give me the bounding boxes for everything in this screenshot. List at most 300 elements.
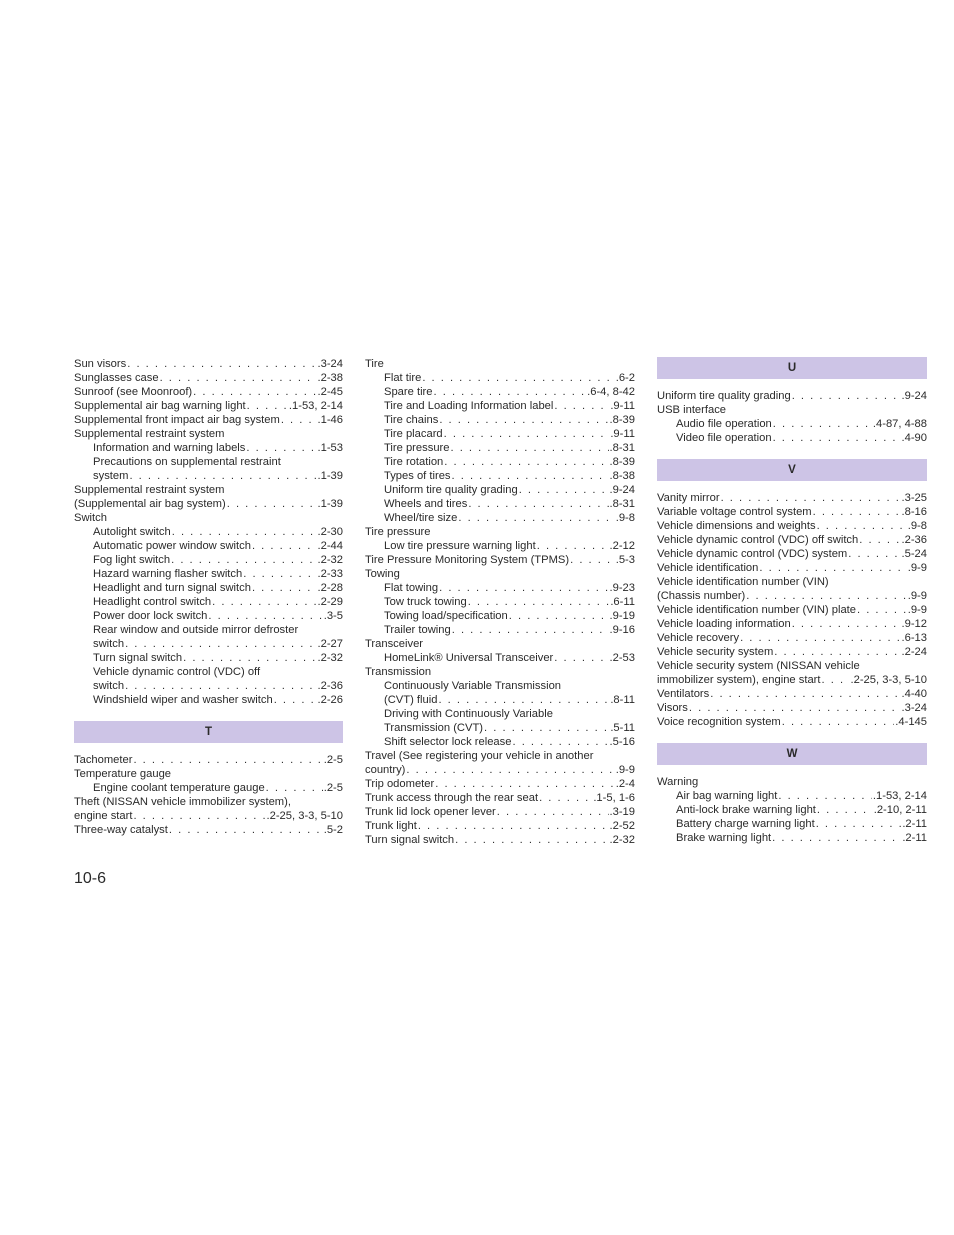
index-subentry [74, 441, 343, 455]
section-header-u: U [657, 357, 927, 379]
dot-leader [452, 623, 609, 637]
entry-term: Turn signal switch [93, 652, 183, 664]
index-entry [657, 631, 927, 645]
entry-page-ref: .8-31 [609, 442, 635, 454]
index-entry [657, 533, 927, 547]
dot-leader [554, 651, 608, 665]
entry-page-ref: .9-8 [907, 520, 927, 532]
entry-page-ref: .2-36 [317, 680, 343, 692]
index-subentry [74, 553, 343, 567]
entry-page-ref: .1-46 [317, 414, 343, 426]
entry-term: Tire placard [384, 428, 443, 440]
index-entry [74, 413, 343, 427]
entry-term: Vehicle identification [657, 562, 759, 574]
dot-leader [193, 385, 316, 399]
entry-term: Engine coolant temperature gauge [93, 782, 265, 794]
dot-leader [848, 547, 900, 561]
index-entry [365, 763, 635, 777]
index-entry [365, 357, 635, 371]
entry-term: Visors [657, 702, 688, 714]
dot-leader [822, 673, 850, 687]
dot-leader [422, 371, 614, 385]
dot-leader [418, 819, 609, 833]
index-entry [74, 483, 343, 497]
entry-page-ref: .3-24 [317, 358, 343, 370]
index-subentry [657, 817, 927, 831]
entry-term: Fog light switch [93, 554, 171, 566]
entry-term: Precautions on supplemental restraint [93, 456, 281, 468]
dot-leader [246, 441, 316, 455]
dot-leader [451, 441, 609, 455]
entry-term: Voice recognition system [657, 716, 781, 728]
index-subentry [365, 511, 635, 525]
entry-page-ref: .6-2 [615, 372, 635, 384]
index-entry [365, 567, 635, 581]
entry-page-ref: .2-11 [902, 818, 927, 830]
index-entry [74, 753, 343, 767]
entry-page-ref: .6-13 [901, 632, 927, 644]
entry-term: Trunk lid lock opener lever [365, 806, 496, 818]
entry-page-ref: .9-23 [609, 582, 635, 594]
entry-page-ref: .1-53, 2-14 [288, 400, 343, 412]
index-subentry [365, 413, 635, 427]
dot-leader [721, 491, 901, 505]
entry-page-ref: .2-52 [609, 820, 635, 832]
index-subentry [74, 455, 343, 469]
entry-term: Uniform tire quality grading [657, 390, 791, 402]
dot-leader [435, 777, 614, 791]
index-subentry [365, 651, 635, 665]
entry-term: Ventilators [657, 688, 710, 700]
dot-leader [444, 427, 610, 441]
entry-page-ref: .2-36 [901, 534, 927, 546]
entry-term: Trunk access through the rear seat [365, 792, 539, 804]
entry-term: Tow truck towing [384, 596, 467, 608]
index-subentry [365, 371, 635, 385]
entry-page-ref: .9-24 [609, 484, 635, 496]
dot-leader [468, 595, 610, 609]
index-entry [365, 525, 635, 539]
index-entry [657, 575, 927, 589]
index-subentry [365, 399, 635, 413]
entry-page-ref: .2-32 [609, 834, 635, 846]
entry-term: Three-way catalyst [74, 824, 168, 836]
entry-term: Uniform tire quality grading [384, 484, 518, 496]
entry-page-ref: .9-9 [615, 764, 635, 776]
entry-page-ref: .2-32 [317, 652, 343, 664]
dot-leader [509, 609, 609, 623]
entry-page-ref: .2-5 [323, 782, 343, 794]
index-subentry [365, 441, 635, 455]
entry-term: Vehicle identification number (VIN) [657, 576, 829, 588]
dot-leader [774, 645, 900, 659]
index-entry [74, 767, 343, 781]
entry-term: Continuously Variable Transmission [384, 680, 562, 692]
dot-leader [439, 413, 608, 427]
dot-leader [813, 505, 901, 519]
entry-term: Flat towing [384, 582, 439, 594]
entry-page-ref: .9-11 [610, 428, 635, 440]
index-entry [657, 645, 927, 659]
index-subentry [74, 595, 343, 609]
entry-page-ref: .3-24 [901, 702, 927, 714]
index-entry [657, 491, 927, 505]
index-subentry [74, 693, 343, 707]
entry-page-ref: .1-39 [317, 470, 343, 482]
entry-term: Rear window and outside mirror defroster [93, 624, 299, 636]
entry-term: Information and warning labels [93, 442, 246, 454]
index-subentry [657, 831, 927, 845]
index-subentry [365, 497, 635, 511]
index-entry [657, 659, 927, 673]
entry-term: Variable voltage control system [657, 506, 812, 518]
entry-term: USB interface [657, 404, 727, 416]
entry-page-ref: .9-11 [610, 400, 635, 412]
index-subentry [365, 679, 635, 693]
dot-leader [512, 735, 608, 749]
dot-leader [438, 693, 609, 707]
entry-term: Warning [657, 776, 699, 788]
entry-page-ref: .3-19 [609, 806, 635, 818]
dot-leader [570, 553, 615, 567]
dot-leader [160, 371, 317, 385]
entry-term: Supplemental front impact air bag system [74, 414, 280, 426]
dot-leader [247, 399, 288, 413]
dot-leader [183, 651, 316, 665]
entry-term: Spare tire [384, 386, 433, 398]
index-subentry [657, 789, 927, 803]
dot-leader [227, 497, 317, 511]
entry-term: Anti-lock brake warning light [676, 804, 816, 816]
entry-page-ref: .2-29 [317, 596, 343, 608]
index-entry [74, 371, 343, 385]
entry-term: (CVT) fluid [384, 694, 438, 706]
entry-term: Tire pressure [384, 442, 450, 454]
entry-page-ref: .2-4 [615, 778, 635, 790]
entry-term: Wheels and tires [384, 498, 468, 510]
entry-term: HomeLink® Universal Transceiver [384, 652, 554, 664]
index-entry [74, 795, 343, 809]
section-header-v: V [657, 459, 927, 481]
index-entry [74, 511, 343, 525]
index-subentry [74, 567, 343, 581]
entry-page-ref: .2-53 [609, 652, 635, 664]
index-subentry [365, 581, 635, 595]
entry-page-ref: .2-30 [317, 526, 343, 538]
entry-page-ref: .2-25, 3-3, 5-10 [850, 674, 927, 686]
dot-leader [243, 567, 316, 581]
dot-leader [133, 809, 265, 823]
entry-page-ref: .8-38 [609, 470, 635, 482]
entry-term: Switch [74, 512, 107, 524]
index-entry [74, 357, 343, 371]
index-subentry [74, 623, 343, 637]
entry-page-ref: .6-4, 8-42 [587, 386, 635, 398]
index-entry [365, 637, 635, 651]
dot-leader [171, 553, 316, 567]
index-entry [657, 561, 927, 575]
entry-term: Tire rotation [384, 456, 444, 468]
dot-leader [127, 357, 316, 371]
dot-leader [458, 511, 614, 525]
index-subentry [365, 623, 635, 637]
dot-leader [539, 791, 592, 805]
entry-page-ref: .8-16 [901, 506, 927, 518]
index-entry [657, 603, 927, 617]
entry-page-ref: .5-24 [901, 548, 927, 560]
entry-page-ref: .8-39 [609, 456, 635, 468]
dot-leader [125, 679, 316, 693]
index-subentry [657, 803, 927, 817]
entry-term: Tire and Loading Information label [384, 400, 554, 412]
index-entry [365, 665, 635, 679]
index-entry [365, 777, 635, 791]
dot-leader [778, 789, 872, 803]
entry-term: Audio file operation [676, 418, 772, 430]
index-entry [657, 403, 927, 417]
entry-term: Transceiver [365, 638, 424, 650]
entry-term: Tire pressure [365, 526, 431, 538]
entry-term: Autolight switch [93, 526, 171, 538]
index-entry [365, 553, 635, 567]
entry-term: Air bag warning light [676, 790, 778, 802]
index-subentry [74, 679, 343, 693]
entry-page-ref: .2-12 [609, 540, 635, 552]
entry-page-ref: .8-11 [610, 694, 635, 706]
page-number: 10-6 [74, 870, 107, 887]
entry-page-ref: .9-8 [615, 512, 635, 524]
index-entry [657, 589, 927, 603]
dot-leader [554, 399, 609, 413]
index-entry [657, 505, 927, 519]
entry-page-ref: .2-24 [901, 646, 927, 658]
index-entry [74, 385, 343, 399]
index-subentry [365, 595, 635, 609]
entry-term: immobilizer system), engine start [657, 674, 821, 686]
index-subentry [365, 707, 635, 721]
dot-leader [519, 483, 609, 497]
index-subentry [74, 651, 343, 665]
dot-leader [125, 637, 316, 651]
entry-term: Types of tires [384, 470, 451, 482]
entry-term: Sunroof (see Moonroof) [74, 386, 193, 398]
entry-term: Wheel/tire size [384, 512, 458, 524]
dot-leader [817, 803, 873, 817]
entry-page-ref: .3-5 [323, 610, 343, 622]
dot-leader [444, 455, 608, 469]
entry-term: Headlight control switch [93, 596, 212, 608]
dot-leader [133, 753, 322, 767]
entry-term: Flat tire [384, 372, 422, 384]
entry-page-ref: .2-10, 2-11 [873, 804, 927, 816]
index-subentry [74, 781, 343, 795]
entry-term: switch [93, 680, 125, 692]
index-entry [657, 389, 927, 403]
entry-term: Trailer towing [384, 624, 451, 636]
entry-term: Turn signal switch [365, 834, 455, 846]
entry-term: Theft (NISSAN vehicle immobilizer system), [74, 796, 291, 808]
dot-leader [782, 715, 895, 729]
entry-term: Trunk light [365, 820, 417, 832]
entry-page-ref: .2-38 [317, 372, 343, 384]
index-subentry [657, 417, 927, 431]
dot-leader [252, 581, 317, 595]
entry-page-ref: .2-32 [317, 554, 343, 566]
dot-leader [710, 687, 900, 701]
index-entry [365, 805, 635, 819]
index-entry [74, 497, 343, 511]
dot-leader [857, 603, 907, 617]
entry-page-ref: .9-9 [907, 562, 927, 574]
index-entry [365, 819, 635, 833]
section-header-w: W [657, 743, 927, 765]
entry-page-ref: .8-39 [609, 414, 635, 426]
entry-page-ref: .3-25 [901, 492, 927, 504]
entry-page-ref: .1-5, 1-6 [593, 792, 635, 804]
dot-leader [434, 385, 587, 399]
entry-term: Vehicle recovery [657, 632, 740, 644]
entry-page-ref: .9-16 [609, 624, 635, 636]
entry-term: Supplemental air bag warning light [74, 400, 246, 412]
index-entry [365, 749, 635, 763]
entry-term: Windshield wiper and washer switch [93, 694, 273, 706]
entry-term: Driving with Continuously Variable [384, 708, 553, 720]
dot-leader [439, 581, 608, 595]
entry-term: (Supplemental air bag system) [74, 498, 226, 510]
entry-term: Tire chains [384, 414, 439, 426]
entry-page-ref: .1-39 [317, 498, 343, 510]
entry-term: Vehicle dynamic control (VDC) off switch [657, 534, 859, 546]
entry-term: Towing load/specification [384, 610, 508, 622]
entry-page-ref: .2-25, 3-3, 5-10 [266, 810, 343, 822]
entry-term: Battery charge warning light [676, 818, 815, 830]
index-column-3 [657, 357, 927, 845]
index-entry [74, 399, 343, 413]
entry-term: Tachometer [74, 754, 133, 766]
entry-term: Towing [365, 568, 400, 580]
entry-term: Vehicle dynamic control (VDC) off [93, 666, 261, 678]
dot-leader [129, 469, 316, 483]
index-subentry [365, 539, 635, 553]
dot-leader [497, 805, 609, 819]
dot-leader [817, 519, 907, 533]
entry-term: country) [365, 764, 406, 776]
index-subentry [365, 721, 635, 735]
index-subentry [365, 483, 635, 497]
index-entry [657, 701, 927, 715]
dot-leader [274, 693, 317, 707]
entry-term: (Chassis number) [657, 590, 746, 602]
entry-term: switch [93, 638, 125, 650]
entry-page-ref: .2-27 [317, 638, 343, 650]
entry-term: Vehicle dynamic control (VDC) system [657, 548, 848, 560]
entry-term: engine start [74, 810, 133, 822]
entry-page-ref: .5-3 [615, 554, 635, 566]
dot-leader [792, 389, 901, 403]
index-entry [657, 775, 927, 789]
index-subentry [365, 609, 635, 623]
entry-term: Tire [365, 358, 384, 370]
entry-term: Vehicle dimensions and weights [657, 520, 816, 532]
entry-term: Vehicle identification number (VIN) plate [657, 604, 856, 616]
dot-leader [537, 539, 609, 553]
index-subentry [365, 735, 635, 749]
dot-leader [212, 595, 316, 609]
entry-term: system [93, 470, 129, 482]
entry-page-ref: .4-87, 4-88 [872, 418, 927, 430]
dot-leader [689, 701, 901, 715]
index-entry [657, 617, 927, 631]
index-subentry [74, 469, 343, 483]
entry-page-ref: .9-24 [901, 390, 927, 402]
entry-page-ref: .2-26 [317, 694, 343, 706]
index-entry [74, 823, 343, 837]
dot-leader [172, 525, 317, 539]
entry-term: Power door lock switch [93, 610, 208, 622]
entry-term: Automatic power window switch [93, 540, 251, 552]
entry-term: Brake warning light [676, 832, 772, 844]
entry-term: Vanity mirror [657, 492, 720, 504]
entry-term: Supplemental restraint system [74, 484, 225, 496]
index-subentry [365, 469, 635, 483]
dot-leader [252, 539, 317, 553]
dot-leader [266, 781, 323, 795]
entry-page-ref: .5-2 [323, 824, 343, 836]
index-entry [657, 673, 927, 687]
dot-leader [208, 609, 322, 623]
index-entry [365, 791, 635, 805]
entry-page-ref: .2-11 [902, 832, 927, 844]
entry-term: Video file operation [676, 432, 772, 444]
index-column-2 [365, 357, 635, 847]
dot-leader [816, 817, 902, 831]
dot-leader [772, 831, 901, 845]
entry-term: Low tire pressure warning light [384, 540, 536, 552]
entry-term: Tire Pressure Monitoring System (TPMS) [365, 554, 570, 566]
entry-term: Transmission [365, 666, 432, 678]
dot-leader [773, 417, 872, 431]
entry-term: Supplemental restraint system [74, 428, 225, 440]
dot-leader [484, 721, 609, 735]
index-subentry [74, 665, 343, 679]
entry-page-ref: .2-5 [323, 754, 343, 766]
dot-leader [468, 497, 608, 511]
index-subentry [365, 385, 635, 399]
index-entry [657, 715, 927, 729]
index-subentry [74, 637, 343, 651]
index-subentry [365, 693, 635, 707]
index-column-1 [74, 357, 343, 837]
entry-term: Vehicle loading information [657, 618, 791, 630]
dot-leader [859, 533, 900, 547]
entry-term: Sun visors [74, 358, 127, 370]
index-subentry [74, 525, 343, 539]
entry-term: Hazard warning flasher switch [93, 568, 243, 580]
entry-term: Vehicle security system (NISSAN vehicle [657, 660, 860, 672]
entry-page-ref: .5-16 [609, 736, 635, 748]
index-entry [365, 833, 635, 847]
entry-term: Trip odometer [365, 778, 435, 790]
entry-page-ref: .2-33 [317, 568, 343, 580]
entry-page-ref: .8-31 [609, 498, 635, 510]
entry-term: Transmission (CVT) [384, 722, 484, 734]
entry-term: Headlight and turn signal switch [93, 582, 251, 594]
entry-page-ref: .9-9 [907, 604, 927, 616]
entry-page-ref: .5-11 [610, 722, 635, 734]
index-entry [657, 547, 927, 561]
dot-leader [281, 413, 317, 427]
dot-leader [740, 631, 900, 645]
